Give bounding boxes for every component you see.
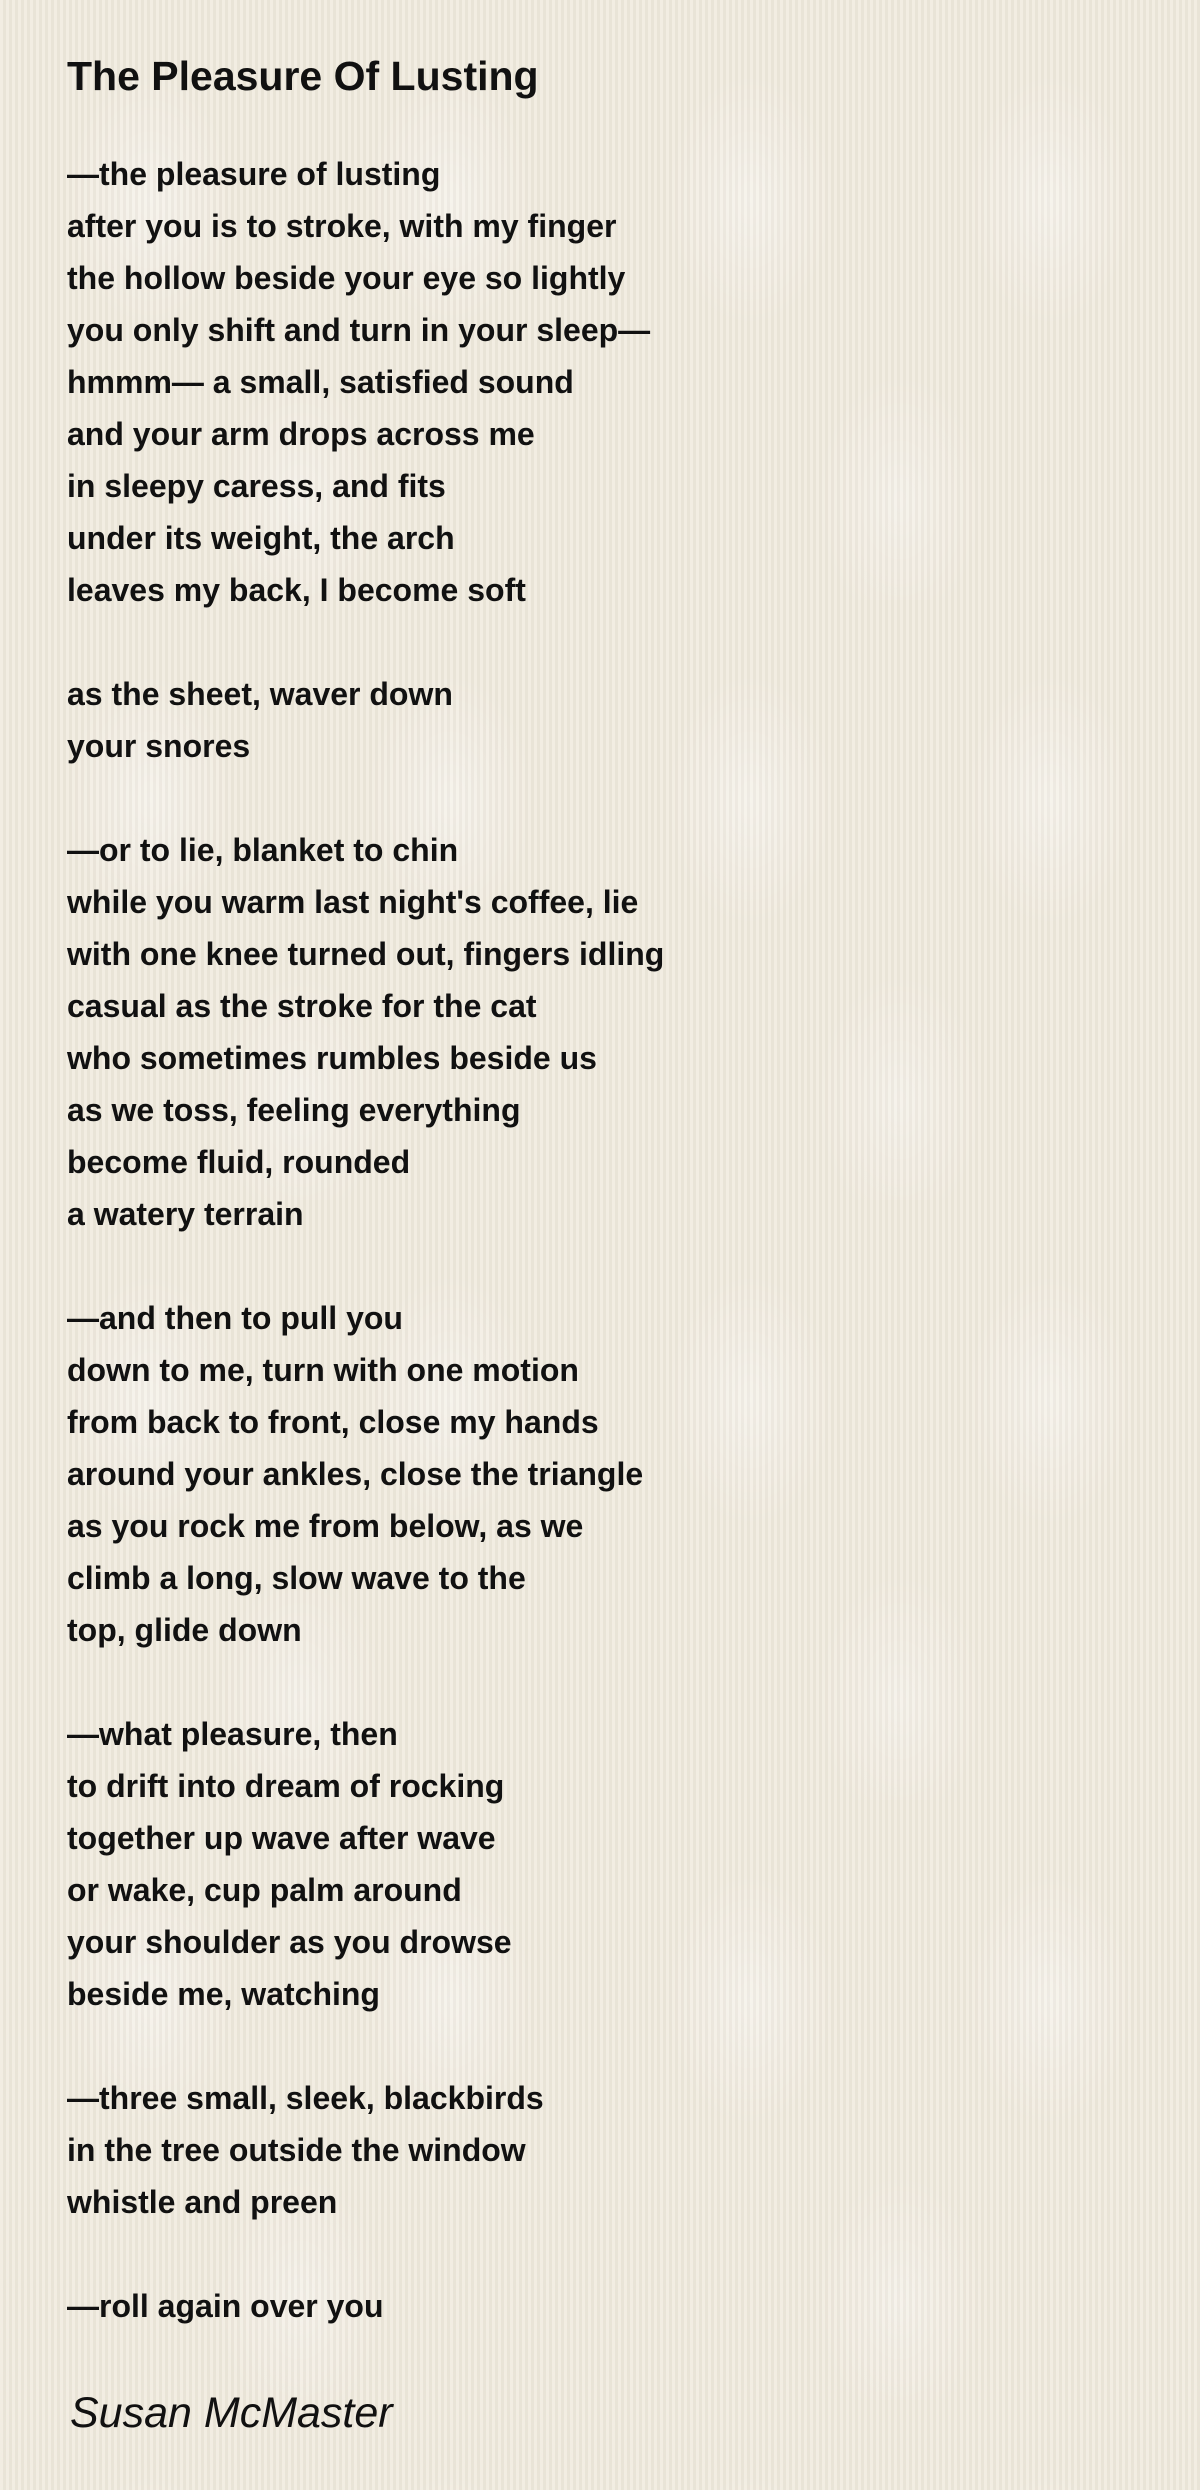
poem-line: together up wave after wave xyxy=(67,1820,496,1856)
poem-line: in the tree outside the window xyxy=(67,2132,526,2168)
poem-line: as you rock me from below, as we xyxy=(67,1508,584,1544)
poem-line: under its weight, the arch xyxy=(67,520,455,556)
poem-line: casual as the stroke for the cat xyxy=(67,988,537,1024)
poem-line: around your ankles, close the triangle xyxy=(67,1456,644,1492)
poem-line: beside me, watching xyxy=(67,1976,380,2012)
poem-author: Susan McMaster xyxy=(70,2389,393,2437)
poem-line: your shoulder as you drowse xyxy=(67,1924,512,1960)
stanza-1 xyxy=(67,148,1117,616)
poem-line: and your arm drops across me xyxy=(67,416,535,452)
poem-line: down to me, turn with one motion xyxy=(67,1352,579,1388)
poem-body xyxy=(67,148,1117,2384)
stanza-5 xyxy=(67,1708,1117,2020)
poem-line: —what pleasure, then xyxy=(67,1716,398,1752)
poem-line: as we toss, feeling everything xyxy=(67,1092,521,1128)
poem-line: —the pleasure of lusting xyxy=(67,156,441,192)
poem-line: —three small, sleek, blackbirds xyxy=(67,2080,544,2116)
poem-line: who sometimes rumbles beside us xyxy=(67,1040,597,1076)
poem-line: —or to lie, blanket to chin xyxy=(67,832,459,868)
stanza-3 xyxy=(67,824,1117,1240)
poem-line: —roll again over you xyxy=(67,2288,384,2324)
poem-line: in sleepy caress, and fits xyxy=(67,468,446,504)
poem-line: or wake, cup palm around xyxy=(67,1872,462,1908)
poem-line: the hollow beside your eye so lightly xyxy=(67,260,626,296)
poem-line: leaves my back, I become soft xyxy=(67,572,526,608)
stanza-4 xyxy=(67,1292,1117,1656)
poem-line: top, glide down xyxy=(67,1612,302,1648)
poem-line: as the sheet, waver down xyxy=(67,676,453,712)
poem-line: whistle and preen xyxy=(67,2184,338,2220)
stanza-6 xyxy=(67,2072,1117,2228)
poem-line: after you is to stroke, with my finger xyxy=(67,208,617,244)
stanza-2 xyxy=(67,668,1117,772)
poem-line: climb a long, slow wave to the xyxy=(67,1560,526,1596)
poem-line: hmmm— a small, satisfied sound xyxy=(67,364,574,400)
poem-line: your snores xyxy=(67,728,251,764)
poem-line: you only shift and turn in your sleep— xyxy=(67,312,651,348)
poem-line: while you warm last night's coffee, lie xyxy=(67,884,639,920)
poem-line: become fluid, rounded xyxy=(67,1144,411,1180)
poem-line: with one knee turned out, fingers idling xyxy=(67,936,665,972)
poem-title: The Pleasure Of Lusting xyxy=(67,53,539,99)
poem-line: a watery terrain xyxy=(67,1196,304,1232)
poem-line: from back to front, close my hands xyxy=(67,1404,599,1440)
poem-line: to drift into dream of rocking xyxy=(67,1768,505,1804)
poem-line: —and then to pull you xyxy=(67,1300,403,1336)
stanza-7 xyxy=(67,2280,1117,2332)
